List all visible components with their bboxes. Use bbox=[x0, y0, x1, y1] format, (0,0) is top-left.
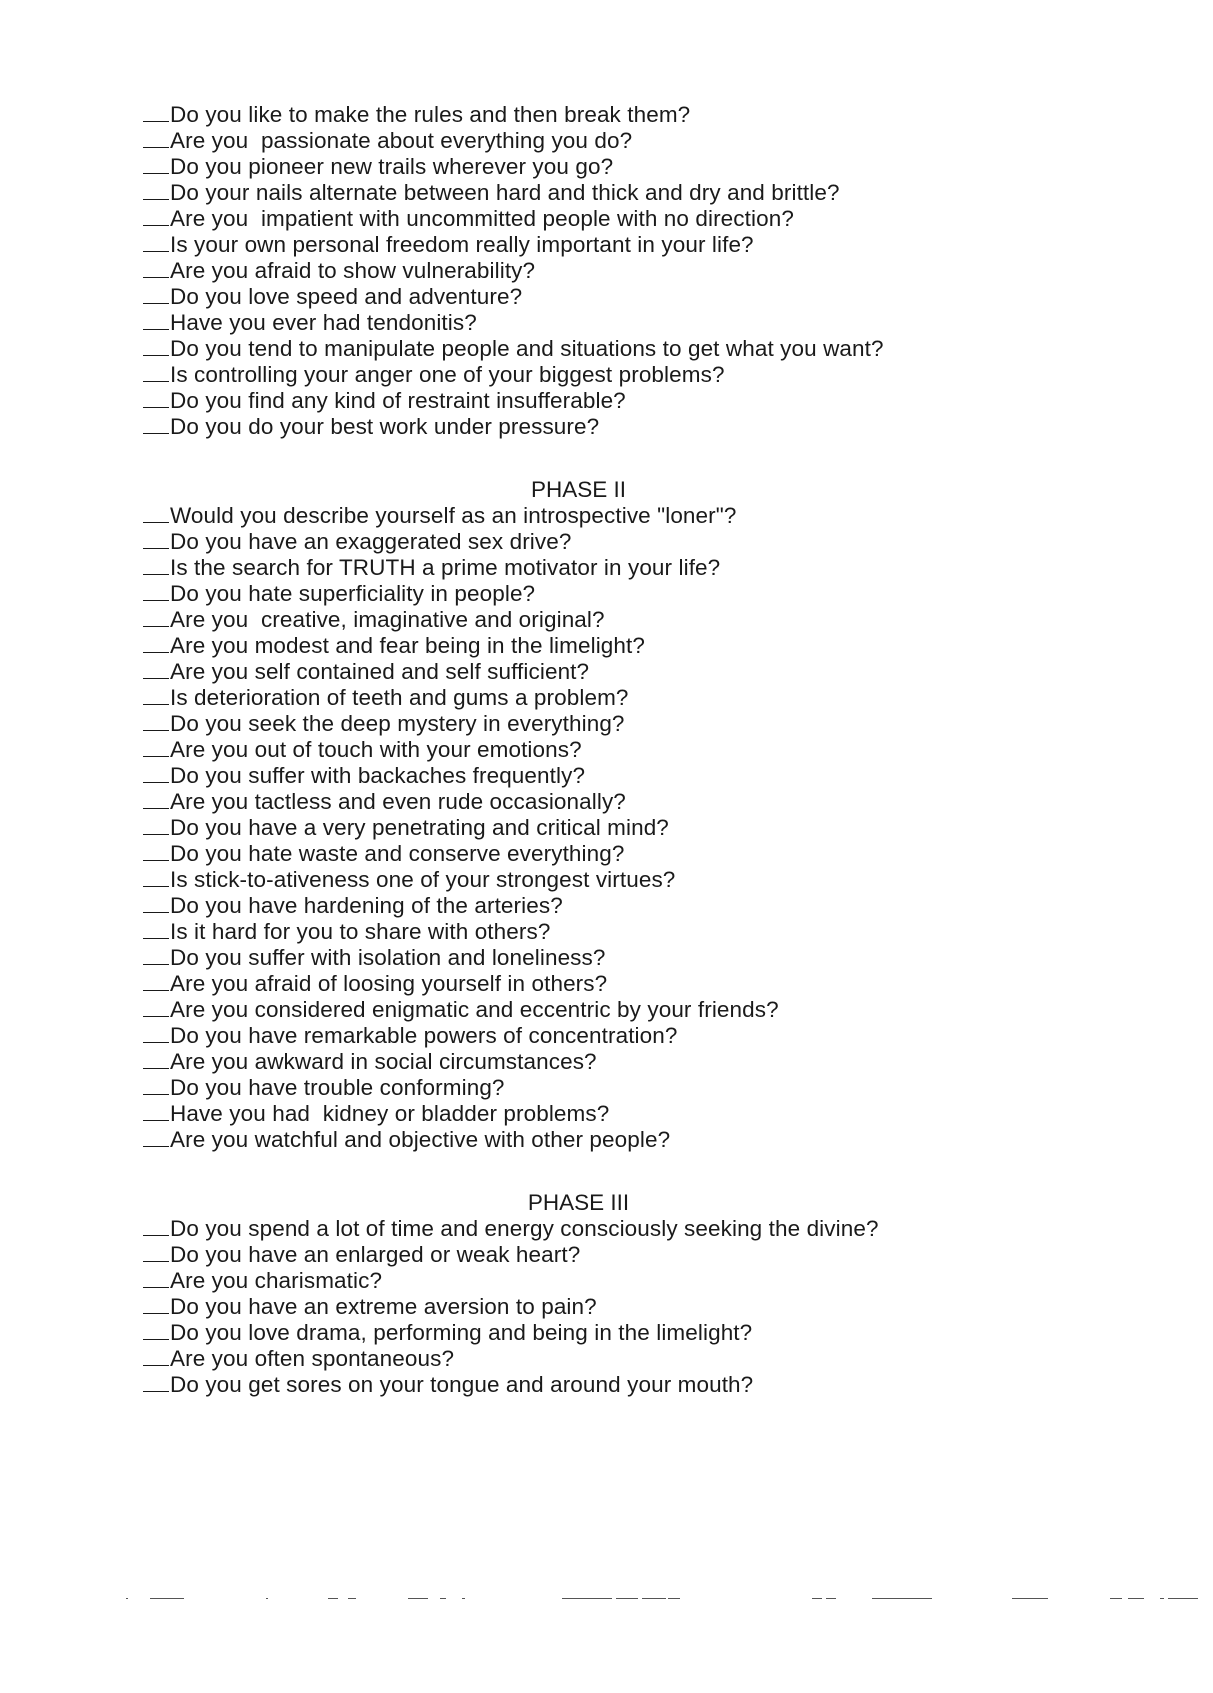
question-text: Do you seek the deep mystery in everything? bbox=[170, 711, 625, 736]
question-text: Do you pioneer new trails wherever you go? bbox=[170, 154, 614, 179]
answer-blank[interactable] bbox=[143, 233, 169, 252]
question-text: Do you like to make the rules and then break them? bbox=[170, 102, 691, 127]
question-item bbox=[143, 1101, 609, 1127]
question-item bbox=[143, 128, 632, 154]
question-text: Do you suffer with backaches frequently? bbox=[170, 763, 586, 788]
question-text: Is stick-to-ativeness one of your strongest virtues? bbox=[170, 867, 676, 892]
question-item bbox=[143, 633, 645, 659]
question-item bbox=[143, 206, 794, 232]
scan-mark bbox=[1128, 1598, 1144, 1599]
question-text: Do you get sores on your tongue and around your mouth? bbox=[170, 1372, 754, 1397]
question-item bbox=[143, 737, 582, 763]
question-item bbox=[143, 815, 669, 841]
scan-mark bbox=[616, 1598, 638, 1599]
question-item bbox=[143, 503, 736, 529]
question-item bbox=[143, 529, 571, 555]
answer-blank[interactable] bbox=[143, 530, 169, 549]
question-item bbox=[143, 1127, 670, 1153]
question-item bbox=[143, 1372, 753, 1398]
answer-blank[interactable] bbox=[143, 504, 169, 523]
answer-blank[interactable] bbox=[143, 790, 169, 809]
question-item bbox=[143, 997, 779, 1023]
answer-blank[interactable] bbox=[143, 1243, 169, 1262]
question-item bbox=[143, 971, 607, 997]
answer-blank[interactable] bbox=[143, 1321, 169, 1340]
answer-blank[interactable] bbox=[143, 1076, 169, 1095]
question-text: Are you often spontaneous? bbox=[170, 1346, 455, 1371]
answer-blank[interactable] bbox=[143, 868, 169, 887]
scan-mark bbox=[872, 1598, 932, 1599]
question-text: Are you tactless and even rude occasionally? bbox=[170, 789, 626, 814]
question-text: Do you have an enlarged or weak heart? bbox=[170, 1242, 581, 1267]
question-item bbox=[143, 867, 675, 893]
question-text: Do you do your best work under pressure? bbox=[170, 414, 600, 439]
answer-blank[interactable] bbox=[143, 415, 169, 434]
question-text: Are you awkward in social circumstances? bbox=[170, 1049, 597, 1074]
question-text: Do your nails alternate between hard and thick and dry and brittle? bbox=[170, 180, 840, 205]
question-text: Do you have an extreme aversion to pain? bbox=[170, 1294, 597, 1319]
scan-mark bbox=[562, 1598, 612, 1599]
question-text: Do you hate waste and conserve everything? bbox=[170, 841, 625, 866]
question-item bbox=[143, 1294, 597, 1320]
scan-artifact-marks bbox=[0, 1592, 1213, 1604]
answer-blank[interactable] bbox=[143, 582, 169, 601]
phase-iii-heading: PHASE III bbox=[527, 1190, 630, 1215]
question-text: Are you afraid of loosing yourself in others? bbox=[170, 971, 608, 996]
answer-blank[interactable] bbox=[143, 660, 169, 679]
question-text: Are you self contained and self sufficient? bbox=[170, 659, 590, 684]
question-text: Is controlling your anger one of your biggest problems? bbox=[170, 362, 725, 387]
scan-mark bbox=[126, 1598, 128, 1599]
question-text: Do you tend to manipulate people and situations to get what you want? bbox=[170, 336, 884, 361]
question-text: Do you have trouble conforming? bbox=[170, 1075, 505, 1100]
answer-blank[interactable] bbox=[143, 920, 169, 939]
question-item bbox=[143, 362, 725, 388]
answer-blank[interactable] bbox=[143, 311, 169, 330]
question-text: Are you watchful and objective with other people? bbox=[170, 1127, 671, 1152]
question-text: Are you considered enigmatic and eccentric by your friends? bbox=[170, 997, 779, 1022]
question-text: Have you had kidney or bladder problems? bbox=[170, 1101, 610, 1126]
question-item bbox=[143, 659, 589, 685]
scan-mark bbox=[328, 1598, 338, 1599]
question-item bbox=[143, 1346, 454, 1372]
question-item bbox=[143, 789, 626, 815]
scan-mark bbox=[812, 1598, 822, 1599]
question-item bbox=[143, 284, 522, 310]
question-text: Are you impatient with uncommitted people with no direction? bbox=[170, 206, 794, 231]
answer-blank[interactable] bbox=[143, 129, 169, 148]
question-item bbox=[143, 102, 690, 128]
question-text: Is the search for TRUTH a prime motivator in your life? bbox=[170, 555, 721, 580]
scan-mark bbox=[1110, 1598, 1122, 1599]
question-text: Do you have hardening of the arteries? bbox=[170, 893, 563, 918]
answer-blank[interactable] bbox=[143, 363, 169, 382]
answer-blank[interactable] bbox=[143, 155, 169, 174]
answer-blank[interactable] bbox=[143, 634, 169, 653]
question-item bbox=[143, 581, 535, 607]
question-text: Do you suffer with isolation and loneliness? bbox=[170, 945, 606, 970]
answer-blank[interactable] bbox=[143, 608, 169, 627]
answer-blank[interactable] bbox=[143, 389, 169, 408]
answer-blank[interactable] bbox=[143, 972, 169, 991]
question-item bbox=[143, 310, 477, 336]
answer-blank[interactable] bbox=[143, 1128, 169, 1147]
answer-blank[interactable] bbox=[143, 842, 169, 861]
answer-blank[interactable] bbox=[143, 1373, 169, 1392]
scan-mark bbox=[1160, 1598, 1164, 1599]
question-item bbox=[143, 607, 605, 633]
question-item bbox=[143, 180, 840, 206]
question-text: Do you spend a lot of time and energy consciously seeking the divine? bbox=[170, 1216, 879, 1241]
scan-mark bbox=[462, 1598, 465, 1599]
question-text: Do you love speed and adventure? bbox=[170, 284, 523, 309]
answer-blank[interactable] bbox=[143, 998, 169, 1017]
answer-blank[interactable] bbox=[143, 556, 169, 575]
answer-blank[interactable] bbox=[143, 1269, 169, 1288]
answer-blank[interactable] bbox=[143, 181, 169, 200]
scan-mark bbox=[150, 1598, 184, 1599]
answer-blank[interactable] bbox=[143, 207, 169, 226]
question-text: Are you modest and fear being in the limelight? bbox=[170, 633, 645, 658]
question-text: Would you describe yourself as an introspective "loner"? bbox=[170, 503, 737, 528]
question-item bbox=[143, 945, 606, 971]
question-item bbox=[143, 1049, 597, 1075]
question-item bbox=[143, 919, 550, 945]
answer-blank[interactable] bbox=[143, 1217, 169, 1236]
question-text: Are you afraid to show vulnerability? bbox=[170, 258, 536, 283]
scan-mark bbox=[1168, 1598, 1198, 1599]
question-item bbox=[143, 893, 563, 919]
question-item bbox=[143, 685, 629, 711]
answer-blank[interactable] bbox=[143, 285, 169, 304]
question-text: Is your own personal freedom really important in your life? bbox=[170, 232, 754, 257]
question-text: Are you passionate about everything you do? bbox=[170, 128, 633, 153]
answer-blank[interactable] bbox=[143, 1050, 169, 1069]
question-item bbox=[143, 1268, 382, 1294]
scan-mark bbox=[266, 1598, 268, 1599]
question-text: Are you creative, imaginative and original? bbox=[170, 607, 605, 632]
answer-blank[interactable] bbox=[143, 337, 169, 356]
answer-blank[interactable] bbox=[143, 1347, 169, 1366]
answer-blank[interactable] bbox=[143, 816, 169, 835]
scan-mark bbox=[668, 1598, 680, 1599]
question-text: Are you out of touch with your emotions? bbox=[170, 737, 582, 762]
answer-blank[interactable] bbox=[143, 1295, 169, 1314]
scan-mark bbox=[642, 1598, 666, 1599]
question-item bbox=[143, 1242, 580, 1268]
answer-blank[interactable] bbox=[143, 103, 169, 122]
answer-blank[interactable] bbox=[143, 764, 169, 783]
question-text: Is it hard for you to share with others? bbox=[170, 919, 551, 944]
question-text: Is deterioration of teeth and gums a problem? bbox=[170, 685, 629, 710]
answer-blank[interactable] bbox=[143, 946, 169, 965]
answer-blank[interactable] bbox=[143, 1024, 169, 1043]
phase-ii-heading: PHASE II bbox=[530, 477, 627, 502]
scan-mark bbox=[440, 1598, 446, 1599]
question-text: Do you have an exaggerated sex drive? bbox=[170, 529, 572, 554]
question-item bbox=[143, 1216, 879, 1242]
scan-mark bbox=[826, 1598, 836, 1599]
scan-mark bbox=[408, 1598, 428, 1599]
question-text: Are you charismatic? bbox=[170, 1268, 383, 1293]
question-item bbox=[143, 711, 625, 737]
question-text: Have you ever had tendonitis? bbox=[170, 310, 477, 335]
scan-mark bbox=[348, 1598, 356, 1599]
question-item bbox=[143, 258, 535, 284]
question-text: Do you have remarkable powers of concentration? bbox=[170, 1023, 678, 1048]
question-text: Do you find any kind of restraint insufferable? bbox=[170, 388, 626, 413]
question-item bbox=[143, 388, 626, 414]
answer-blank[interactable] bbox=[143, 712, 169, 731]
question-text: Do you love drama, performing and being in the limelight? bbox=[170, 1320, 753, 1345]
answer-blank[interactable] bbox=[143, 259, 169, 278]
answer-blank[interactable] bbox=[143, 686, 169, 705]
scan-mark bbox=[1012, 1598, 1048, 1599]
answer-blank[interactable] bbox=[143, 894, 169, 913]
question-item bbox=[143, 414, 599, 440]
question-item bbox=[143, 1320, 752, 1346]
question-item bbox=[143, 232, 754, 258]
question-text: Do you hate superficiality in people? bbox=[170, 581, 536, 606]
question-item bbox=[143, 1023, 677, 1049]
question-item bbox=[143, 336, 884, 362]
question-item bbox=[143, 763, 585, 789]
question-item bbox=[143, 841, 624, 867]
question-item bbox=[143, 555, 720, 581]
answer-blank[interactable] bbox=[143, 738, 169, 757]
answer-blank[interactable] bbox=[143, 1102, 169, 1121]
question-text: Do you have a very penetrating and critical mind? bbox=[170, 815, 669, 840]
question-item bbox=[143, 1075, 505, 1101]
question-item bbox=[143, 154, 613, 180]
